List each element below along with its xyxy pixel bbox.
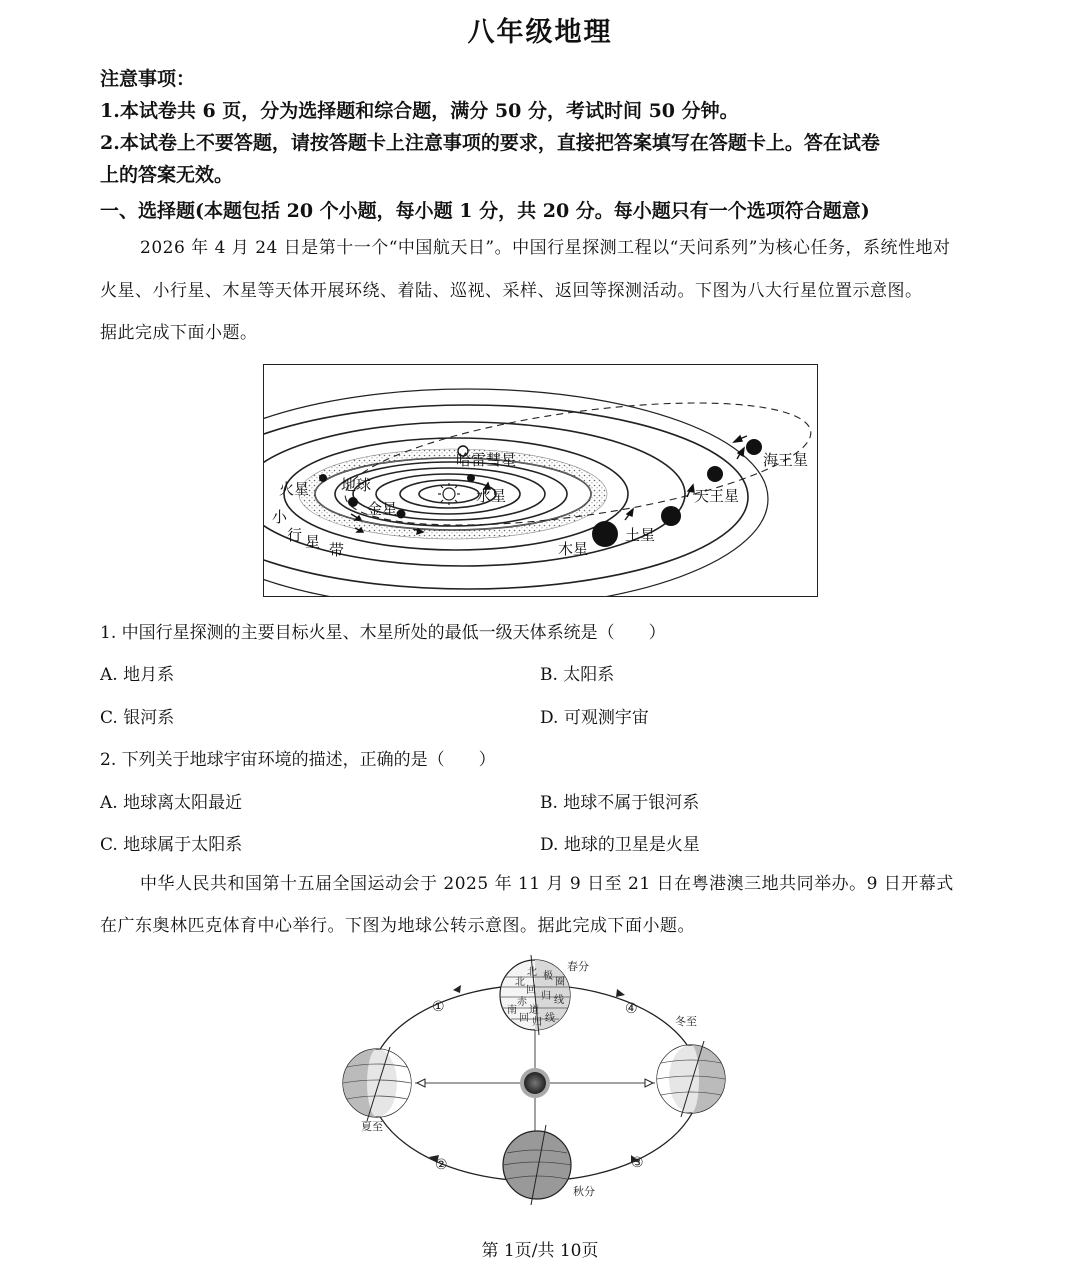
neptune-dot (746, 439, 762, 455)
question-2-option-d: D. 地球的卫星是火星 (540, 835, 700, 855)
orbit-segment-1-label: ① (432, 999, 445, 1015)
globe-label-13: 线 (545, 1013, 555, 1024)
venus-dot (397, 510, 406, 519)
notice-item-2-line-2: 上的答案无效。 (100, 164, 234, 186)
earth-summer-solstice (343, 1047, 411, 1121)
earth-dot (348, 497, 358, 507)
globe-label-8: 赤 (517, 997, 527, 1008)
question-1-option-c: C. 银河系 (100, 708, 175, 728)
page-title: 八年级地理 (467, 17, 613, 48)
asteroid-belt-label-3: 星 (305, 533, 321, 551)
question-2-option-a: A. 地球离太阳最近 (100, 793, 243, 813)
passage-2-line-2: 在广东奥林匹克体育中心举行。下图为地球公转示意图。据此完成下面小题。 (100, 916, 695, 936)
asteroid-belt-label-1: 小 (272, 508, 288, 526)
asteroid-belt-label-2: 行 (287, 526, 303, 544)
notice-heading: 注意事项： (100, 68, 196, 90)
question-2-option-c: C. 地球属于太阳系 (100, 835, 243, 855)
page-footer: 第 1页/共 10页 (481, 1241, 599, 1261)
globe-label-4: 北 (515, 977, 525, 988)
orbit-segment-2-label: ② (435, 1157, 448, 1173)
earth-autumn-equinox (503, 1125, 571, 1205)
mercury-label: 水星 (476, 487, 507, 505)
halley-label: 哈雷彗星 (456, 451, 517, 469)
mercury-dot (467, 474, 475, 482)
uranus-dot (707, 466, 723, 482)
mars-dot (319, 474, 327, 482)
neptune-label: 海王星 (763, 451, 809, 469)
autumn-equinox-label: 秋分 (573, 1185, 595, 1198)
saturn-dot (661, 506, 681, 526)
mars-label: 火星 (279, 480, 310, 498)
globe-label-3: 圈 (555, 977, 565, 988)
question-1-option-d: D. 可观测宇宙 (540, 708, 649, 728)
passage-1-line-1: 2026 年 4 月 24 日是第十一个“中国航天日”。中国行星探测工程以“天问系列”为核心任务，系统性地对 (140, 238, 951, 258)
notice-item-1: 1.本试卷共 6 页，分为选择题和综合题，满分 50 分，考试时间 50 分钟。 (100, 100, 739, 122)
jupiter-label: 木星 (558, 540, 589, 558)
orbit-segment-3-label: ③ (631, 1155, 644, 1171)
earth-label: 地球 (341, 476, 372, 494)
question-2-option-b: B. 地球不属于银河系 (540, 793, 700, 813)
globe-label-10: 南 (507, 1005, 517, 1016)
winter-solstice-label: 冬至 (675, 1015, 697, 1028)
solar-system-figure (263, 364, 818, 597)
globe-label-5: 回 (526, 985, 536, 996)
jupiter-dot (592, 521, 618, 547)
globe-label-2: 极 (543, 971, 553, 982)
earth-revolution-figure (335, 955, 735, 1205)
saturn-label: 土星 (625, 526, 656, 544)
asteroid-belt-label-4: 带 (329, 541, 345, 559)
summer-solstice-label: 夏至 (361, 1120, 383, 1133)
question-1-stem: 1. 中国行星探测的主要目标火星、木星所处的最低一级天体系统是（ ） (100, 623, 666, 643)
orbit-segment-4-label: ④ (625, 1001, 638, 1017)
globe-label-6: 归 (541, 991, 551, 1002)
earth-winter-solstice (657, 1041, 725, 1117)
globe-label-12: 归 (532, 1017, 542, 1028)
globe-label-9: 道 (529, 1005, 539, 1016)
question-1-option-a: A. 地月系 (100, 665, 175, 685)
passage-2-line-1: 中华人民共和国第十五届全国运动会于 2025 年 11 月 9 日至 21 日在粤港澳三地共同举办。9 日开幕式 (140, 874, 954, 894)
question-2-stem: 2. 下列关于地球宇宙环境的描述，正确的是（ ） (100, 750, 496, 770)
globe-label-11: 回 (519, 1013, 529, 1024)
question-1-option-b: B. 太阳系 (540, 665, 615, 685)
passage-1-line-3: 据此完成下面小题。 (100, 323, 258, 343)
passage-1-line-2: 火星、小行星、木星等天体开展环绕、着陆、巡视、采样、返回等探测活动。下图为八大行星位置示意图。 (100, 281, 923, 301)
spring-equinox-label: 春分 (567, 960, 589, 973)
globe-label-1: 北 (527, 967, 537, 978)
notice-item-2-line-1: 2.本试卷上不要答题，请按答题卡上注意事项的要求，直接把答案填写在答题卡上。答在试卷 (100, 132, 880, 154)
venus-label: 金星 (367, 500, 398, 518)
globe-label-7: 线 (554, 995, 564, 1006)
section-heading: 一、选择题(本题包括 20 个小题，每小题 1 分，共 20 分。每小题只有一个选项符合题意) (100, 200, 870, 222)
uranus-label: 天王星 (694, 487, 740, 505)
